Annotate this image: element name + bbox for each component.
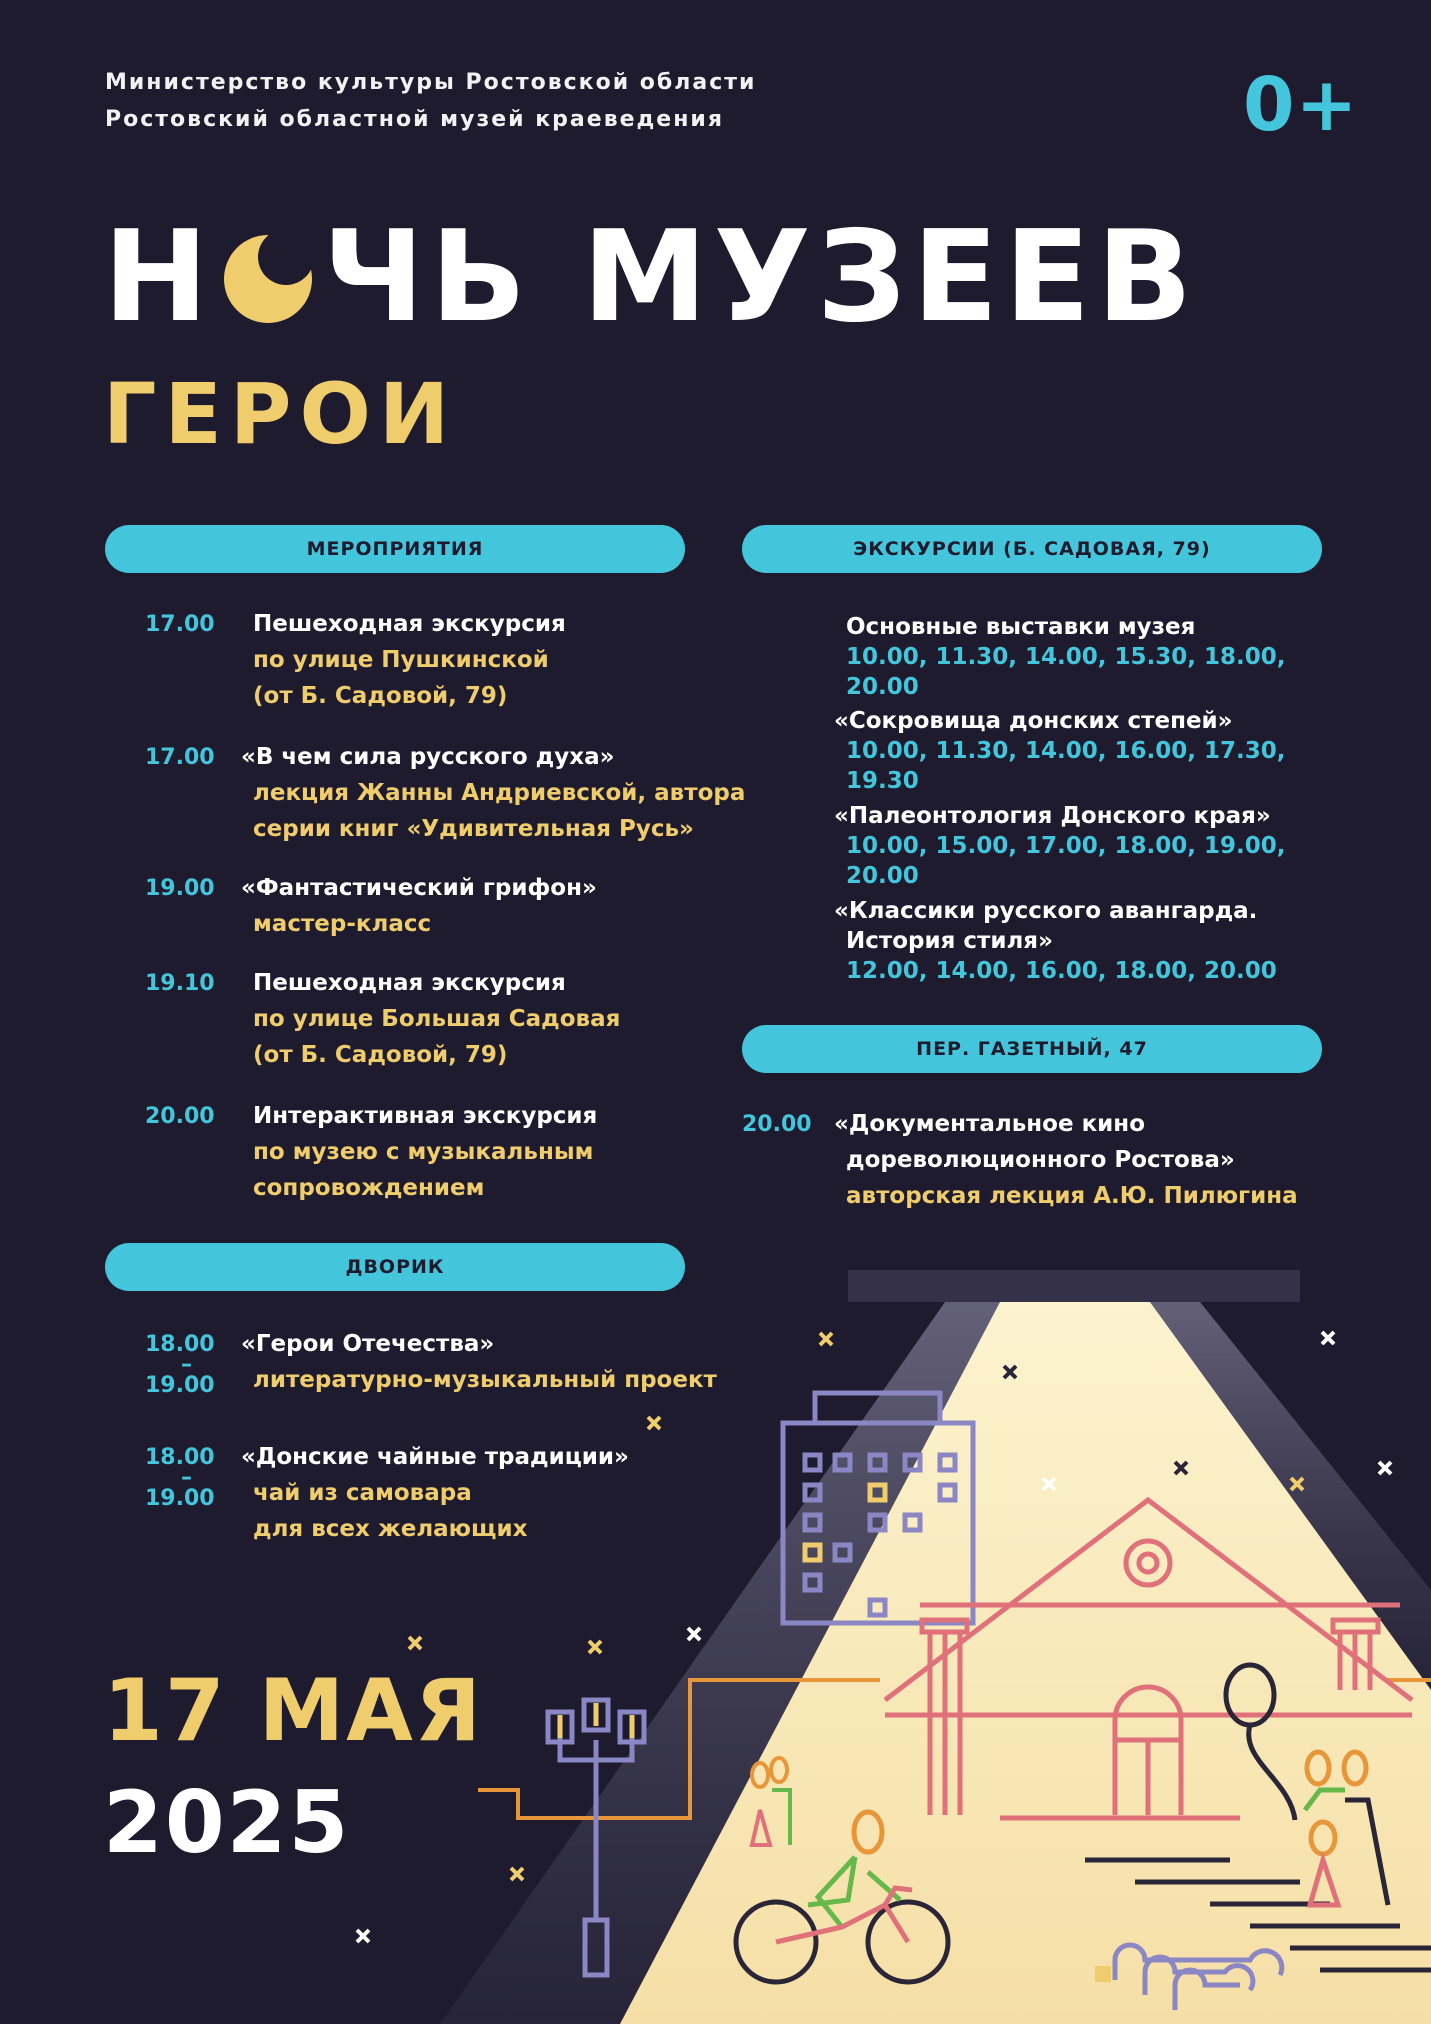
org-line-1: Министерство культуры Ростовской области: [105, 70, 757, 95]
title-part-2: ЧЬ МУЗЕЕВ: [322, 203, 1199, 350]
tour-item: [834, 706, 1334, 796]
event-time-end: 19.00: [145, 1373, 215, 1398]
events-header: МЕРОПРИЯТИЯ: [105, 525, 685, 573]
tour-times: 10.00, 11.30, 14.00, 16.00, 17.30, 19.30: [846, 738, 1286, 794]
event-desc: по улице Пушкинской: [253, 647, 549, 673]
tour-item: [834, 612, 1334, 702]
tour-times: 10.00, 15.00, 17.00, 18.00, 19.00, 20.00: [846, 833, 1286, 889]
title-part-1: Н: [103, 203, 215, 350]
tour-times: 12.00, 14.00, 16.00, 18.00, 20.00: [846, 958, 1277, 984]
page-title: [103, 203, 1199, 350]
event-desc: для всех желающих: [253, 1516, 528, 1542]
event-time-sep: –: [181, 1352, 192, 1377]
event-year: 2025: [103, 1773, 351, 1873]
tour-name: «Сокровища донских степей»: [834, 708, 1233, 734]
event-title: «Донские чайные традиции»: [241, 1444, 629, 1470]
moon-icon: [220, 229, 316, 325]
org-line-2: Ростовский областной музей краеведения: [105, 107, 724, 132]
illustration: [0, 1260, 1431, 2024]
tour-name: «Палеонтология Донского края»: [834, 803, 1271, 829]
event-title: Пешеходная экскурсия: [253, 611, 566, 637]
event-time: 20.00: [742, 1112, 812, 1137]
event-time: 20.00: [145, 1104, 215, 1129]
event-desc: (от Б. Садовой, 79): [253, 1042, 508, 1068]
event-title: «Герои Отечества»: [241, 1331, 495, 1357]
event-time-sep: –: [181, 1465, 192, 1490]
subtitle: ГЕРОИ: [103, 365, 458, 463]
tour-name-line-2: История стиля»: [846, 928, 1053, 954]
event-desc: чай из самовара: [253, 1480, 472, 1506]
event-time-start: 18.00: [145, 1332, 215, 1357]
event-title: «В чем сила русского духа»: [241, 744, 615, 770]
event-desc: мастер-класс: [253, 911, 432, 937]
event-desc: по улице Большая Садовая: [253, 1006, 621, 1032]
event-desc: серии книг «Удивительная Русь»: [253, 816, 694, 842]
tour-item: [834, 896, 1334, 986]
courtyard-header: ДВОРИК: [105, 1243, 685, 1291]
event-title: «Документальное кино: [834, 1111, 1145, 1137]
event-title: «Фантастический грифон»: [241, 875, 597, 901]
spotlight-housing: [848, 1270, 1300, 1302]
gazetny-header: ПЕР. ГАЗЕТНЫЙ, 47: [742, 1025, 1322, 1073]
event-desc: лекция Жанны Андриевской, автора: [253, 780, 746, 806]
tours-header: ЭКСКУРСИИ (Б. САДОВАЯ, 79): [742, 525, 1322, 573]
tour-name: «Классики русского авангарда.: [834, 898, 1258, 924]
event-time: 17.00: [145, 612, 215, 637]
event-desc: по музею с музыкальным: [253, 1139, 594, 1165]
event-desc: (от Б. Садовой, 79): [253, 683, 508, 709]
event-title: Пешеходная экскурсия: [253, 970, 566, 996]
confetti: [1095, 1966, 1111, 1982]
event-time: 19.00: [145, 876, 215, 901]
event-desc: литературно-музыкальный проект: [253, 1367, 717, 1393]
event-time-start: 18.00: [145, 1445, 215, 1470]
event-date: 17 МАЯ: [103, 1661, 483, 1761]
event-time: 19.10: [145, 971, 215, 996]
event-title-line-2: дореволюционного Ростова»: [846, 1147, 1235, 1173]
tour-times: 10.00, 11.30, 14.00, 15.30, 18.00, 20.00: [846, 644, 1286, 700]
tour-item: [834, 801, 1334, 891]
event-desc: авторская лекция А.Ю. Пилюгина: [846, 1183, 1298, 1209]
tour-name: Основные выставки музея: [846, 614, 1196, 640]
age-rating: 0+: [1243, 62, 1359, 148]
event-time-end: 19.00: [145, 1486, 215, 1511]
event-time: 17.00: [145, 745, 215, 770]
event-title: Интерактивная экскурсия: [253, 1103, 598, 1129]
event-desc: сопровождением: [253, 1175, 485, 1201]
